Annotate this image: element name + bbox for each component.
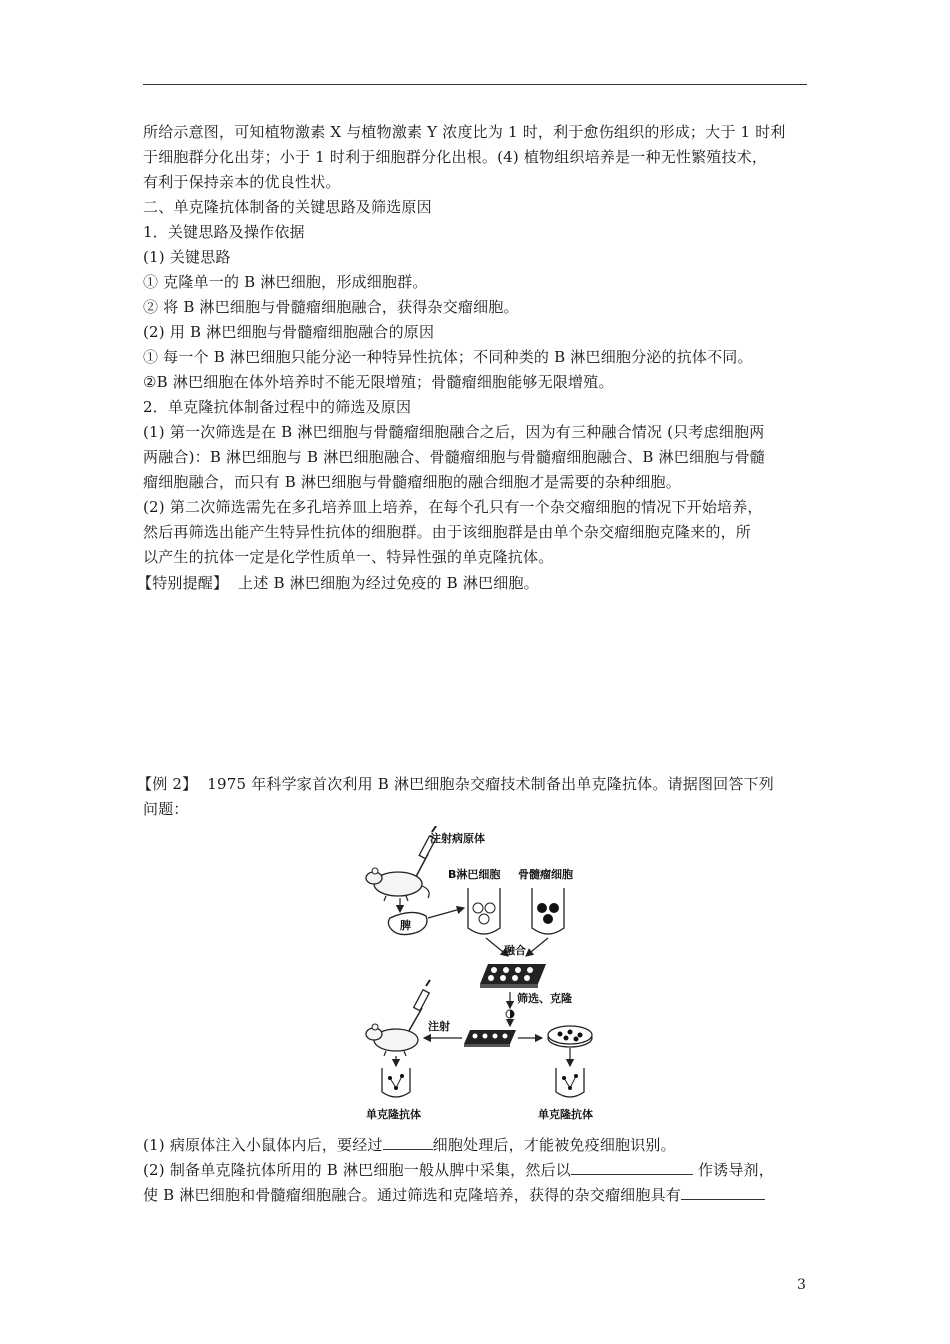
paragraph-line: 两融合)：B 淋巴细胞与 B 淋巴细胞融合、骨髓瘤细胞与骨髓瘤细胞融合、B 淋巴细胞与骨髓 (143, 448, 765, 466)
paragraph-line: 然后再筛选出能产生特异性抗体的细胞群。由于该细胞群是由单个杂交瘤细胞克隆来的，所 (143, 523, 752, 541)
example-text: 1975 年科学家首次利用 B 淋巴细胞杂交瘤技术制备出单克隆抗体。请据图回答下列 (207, 775, 774, 793)
paragraph-line: ②B 淋巴细胞在体外培养时不能无限增殖；骨髓瘤细胞能够无限增殖。 (143, 373, 614, 391)
paragraph-line: (2) 第二次筛选需先在多孔培养皿上培养，在每个孔只有一个杂交瘤细胞的情况下开始培养， (143, 498, 763, 516)
inject-label: 注射 (428, 1020, 450, 1033)
myeloma-tube (532, 888, 564, 934)
paragraph-line: 有利于保持亲本的优良性状。 (143, 173, 341, 191)
b-cell-tube (468, 888, 500, 934)
mab-right-label: 单克隆抗体 (538, 1108, 593, 1121)
paragraph-line: 于细胞群分化出芽；小于 1 时利于细胞群分化出根。(4) 植物组织培养是一种无性繁殖技术， (143, 148, 768, 166)
question-line (143, 1159, 774, 1181)
question-text: 细胞处理后，才能被免疫细胞识别。 (432, 1136, 676, 1154)
question-text: 使 B 淋巴细胞和骨髓瘤细胞融合。通过筛选和克隆培养，获得的杂交瘤细胞具有 (143, 1186, 681, 1204)
screen-clone-label: 筛选、克隆 (517, 992, 572, 1005)
antibody-tube (382, 1068, 410, 1097)
question-text: (1) 病原体注入小鼠体内后，要经过 (143, 1136, 383, 1154)
example-line (137, 773, 774, 795)
section-heading: 二、单克隆抗体制备的关键思路及筛选原因 (143, 198, 432, 216)
inject-pathogen-label: 注射病原体 (430, 832, 485, 845)
mab-left-label: 单克隆抗体 (366, 1108, 421, 1121)
paragraph-line: (1) 关键思路 (143, 248, 231, 266)
header-rule (143, 84, 807, 85)
paragraph-line: (1) 第一次筛选是在 B 淋巴细胞与骨髓瘤细胞融合之后，因为有三种融合情况 (只考虑细胞两 (143, 423, 765, 441)
page-number: 3 (797, 1277, 806, 1293)
subsection-heading: 1．关键思路及操作依据 (143, 223, 305, 241)
question-text: (2) 制备单克隆抗体所用的 B 淋巴细胞一般从脾中采集，然后以 (143, 1161, 571, 1179)
paragraph-line: ② 将 B 淋巴细胞与骨髓瘤细胞融合，获得杂交瘤细胞。 (143, 298, 519, 316)
paragraph-line: 所给示意图，可知植物激素 X 与植物激素 Y 浓度比为 1 时，利于愈伤组织的形成；大于 1 时利 (143, 123, 786, 141)
answer-blank[interactable] (383, 1135, 433, 1150)
tip-label: 【特别提醒】 (137, 574, 229, 592)
paragraph-line: ① 每一个 B 淋巴细胞只能分泌一种特异性抗体；不同种类的 B 淋巴细胞分泌的抗体不同。 (143, 348, 753, 366)
answer-blank[interactable] (681, 1185, 765, 1200)
paragraph-line: (2) 用 B 淋巴细胞与骨髓瘤细胞融合的原因 (143, 323, 435, 341)
question-line (143, 1134, 676, 1156)
fusion-label: 融合 (504, 944, 526, 957)
petri-dish-icon (548, 1026, 592, 1047)
tip-line (137, 572, 539, 594)
example-line: 问题： (143, 800, 189, 818)
tip-text: 上述 B 淋巴细胞为经过免疫的 B 淋巴细胞。 (238, 574, 539, 592)
syringe-icon (406, 980, 430, 1036)
culture-plate (480, 964, 546, 988)
spleen-label: 脾 (400, 919, 411, 932)
subsection-heading: 2．单克隆抗体制备过程中的筛选及原因 (143, 398, 412, 416)
myeloma-label: 骨髓瘤细胞 (518, 868, 573, 881)
question-line (143, 1184, 765, 1206)
antibody-tube (556, 1068, 584, 1097)
example-label: 【例 2】 (137, 775, 198, 793)
paragraph-line: 以产生的抗体一定是化学性质单一、特异性强的单克隆抗体。 (143, 548, 554, 566)
paragraph-line: 瘤细胞融合，而只有 B 淋巴细胞与骨髓瘤细胞的融合细胞才是需要的杂种细胞。 (143, 473, 681, 491)
question-text: 作诱导剂， (697, 1161, 774, 1179)
mouse-icon (366, 868, 429, 901)
answer-blank[interactable] (571, 1160, 693, 1175)
b-cell-label: B淋巴细胞 (448, 868, 501, 881)
culture-plate (464, 1030, 516, 1047)
hybridoma-diagram (360, 826, 620, 1126)
paragraph-line: ① 克隆单一的 B 淋巴细胞，形成细胞群。 (143, 273, 428, 291)
